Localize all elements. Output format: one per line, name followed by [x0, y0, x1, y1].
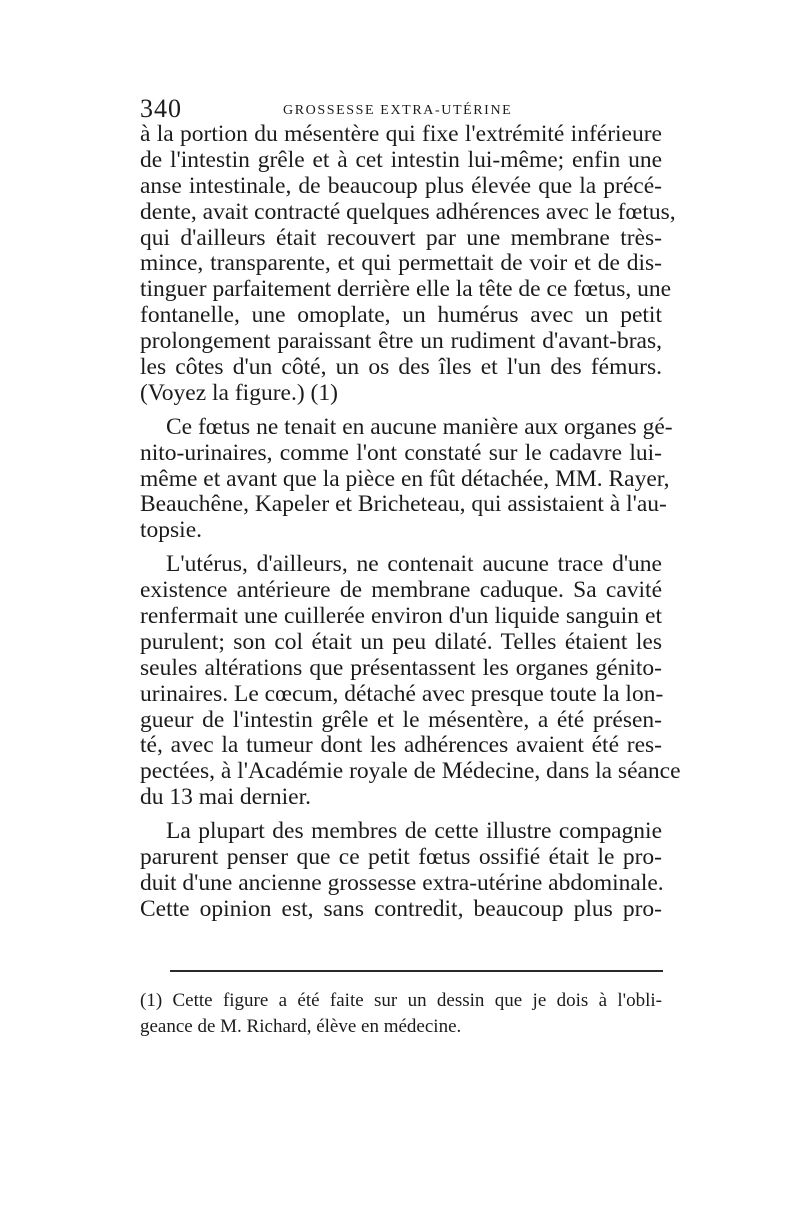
body-text: [140, 121, 681, 923]
footnote-line: geance de M. Richard, élève en médecine.: [140, 1015, 462, 1037]
running-head: GROSSESSE EXTRA-UTÉRINE: [283, 103, 513, 118]
text-line: tinguer parfaitement derrière elle la tête de ce fœtus, une: [140, 276, 672, 303]
text-line: (Voyez la figure.) (1): [140, 379, 338, 406]
paragraph-2: [140, 413, 673, 544]
text-line: même et avant que la pièce en fût détachée, MM. Rayer,: [140, 465, 670, 492]
paragraph-3: [140, 551, 681, 811]
footnote-line: (1) Cette figure a été faite sur un dessin que je dois à l'obli-: [140, 990, 662, 1011]
text-line: mince, transparente, et qui permettait de voir et de dis-: [140, 250, 662, 277]
paragraph-1: [140, 121, 676, 407]
text-line: purulent; son col était un peu dilaté. Telles étaient les: [140, 628, 662, 655]
text-line: les côtes d'un côté, un os des îles et l'un des fémurs.: [140, 354, 662, 381]
text-line: L'utérus, d'ailleurs, ne contenait aucune trace d'une: [166, 551, 662, 578]
page-number: 340: [140, 94, 182, 123]
text-line: urinaires. Le cœcum, détaché avec presque toute la lon-: [140, 680, 664, 707]
paragraph-4: [140, 819, 662, 923]
text-line: parurent penser que ce petit fœtus ossifié était le pro-: [140, 844, 662, 871]
text-line: Ce fœtus ne tenait en aucune manière aux organes gé-: [166, 413, 673, 440]
text-line: dente, avait contracté quelques adhérences avec le fœtus,: [140, 198, 676, 225]
text-line: existence antérieure de membrane caduque. Sa cavité: [140, 577, 662, 604]
footnote: [140, 988, 662, 1040]
text-line: té, avec la tumeur dont les adhérences avaient été res-: [140, 732, 662, 759]
text-line: pectées, à l'Académie royale de Médecine, dans la séance: [140, 758, 681, 785]
text-line: Cette opinion est, sans contredit, beaucoup plus pro-: [140, 895, 662, 922]
text-line: du 13 mai dernier.: [140, 784, 311, 811]
text-line: seules altérations que présentassent les organes génito-: [140, 654, 662, 681]
text-line: qui d'ailleurs était recouvert par une membrane très-: [140, 224, 662, 251]
text-line: fontanelle, une omoplate, un humérus avec un petit: [140, 302, 662, 329]
text-line: Beauchêne, Kapeler et Bricheteau, qui assistaient à l'au-: [140, 491, 667, 518]
text-line: à la portion du mésentère qui fixe l'extrémité inférieure: [140, 121, 662, 147]
footnote-rule: [170, 970, 663, 972]
text-line: de l'intestin grêle et à cet intestin lui-même; enfin une: [140, 146, 662, 173]
text-line: duit d'une ancienne grossesse extra-utérine abdominale.: [140, 869, 664, 896]
text-line: gueur de l'intestin grêle et le mésentère, a été présen-: [140, 706, 662, 733]
text-line: renfermait une cuillerée environ d'un liquide sanguin et: [140, 603, 662, 630]
text-line: nito-urinaires, comme l'ont constaté sur le cadavre lui-: [140, 439, 662, 466]
text-line: anse intestinale, de beaucoup plus élevée que la précé-: [140, 172, 662, 199]
text-line: La plupart des membres de cette illustre compagnie: [166, 818, 662, 845]
text-line: prolongement paraissant être un rudiment d'avant-bras,: [140, 328, 662, 355]
text-line: topsie.: [140, 517, 203, 544]
